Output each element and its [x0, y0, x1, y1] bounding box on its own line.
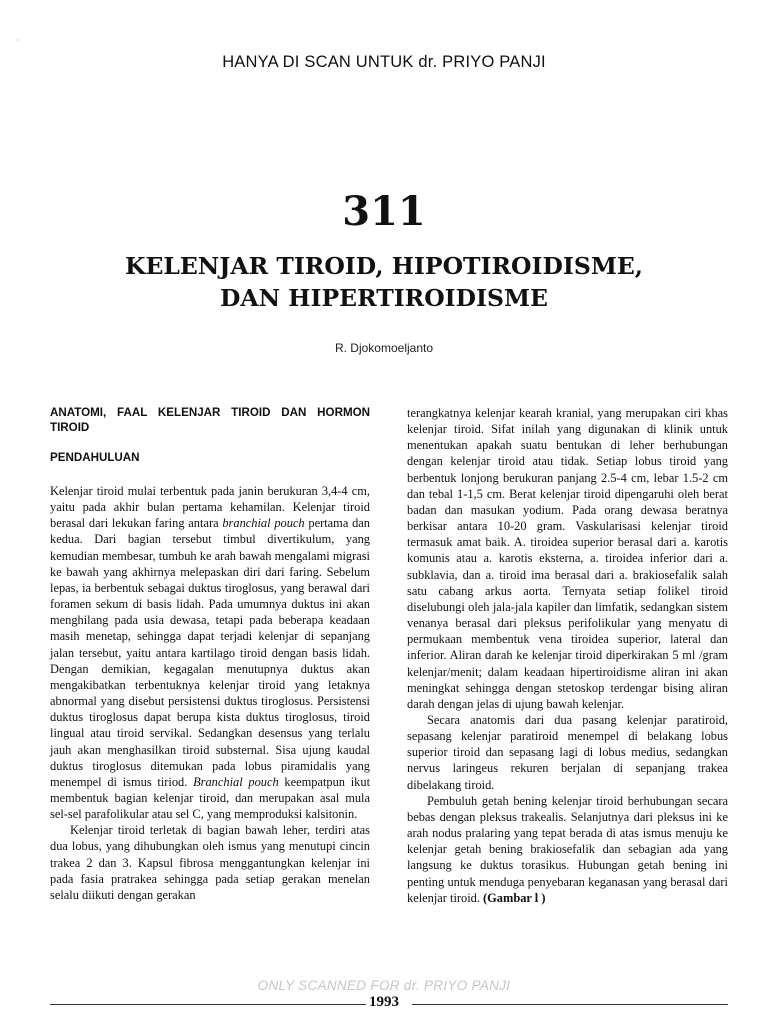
section-heading: ANATOMI, FAAL KELENJAR TIROID DAN HORMON TIROID	[50, 406, 370, 434]
left-column	[50, 405, 370, 903]
body-paragraph: Kelenjar tiroid terletak di bagian bawah leher, terdiri atas dua lobus, yang dihubungkan oleh ismus yang menutupi cincin trakea 2 dan 3. Kapsul fibrosa menggantungkan kelenjar ini pada fasia pratrakea sehingga pada setiap gerakan menelan selalu diikuti dengan gerakan	[50, 823, 370, 902]
body-paragraph: Pembuluh getah bening kelenjar tiroid berhubungan secara bebas dengan pleksus trakealis. Selanjutnya dari pleksus ini ke arah nodus pralaring yang tepat berada di atas ismus menuju ke kelenjar getah bening brakiosefalik dan sebagian ada yang langsung ke duktus torasikus. Hubungan getah bening ini penting untuk menduga penyebaran keganasan yang berasal dari kelenjar tiroid. (Gambar l )	[407, 793, 728, 905]
body-paragraph: Secara anatomis dari dua pasang kelenjar paratiroid, sepasang kelenjar paratiroid menempel di belakang lobus superior tiroid dan sepasang lagi di lobus medius, sedangkan nervus laringeus rekuren berjalan di sepanjang trakea dibelakang tiroid.	[407, 712, 728, 792]
chapter-title-line-2: DAN HIPERTIROIDISME	[220, 284, 548, 312]
page-number: 1993	[369, 994, 399, 1010]
chapter-title	[0, 250, 768, 314]
italic-term: branchial pouch	[222, 516, 305, 531]
body-paragraph: terangkatnya kelenjar kearah kranial, yang merupakan ciri khas kelenjar tiroid. Sifat inilah yang digunakan di klinik untuk menentukan apakah suatu bentukan di leher berhubungan dengan kelenjar tiroid atau tidak. Setiap lobus tiroid yang berbentuk lonjong berukuran panjang 2.5-4 cm, lebar 1.5-2 cm dan tebal 1-1,5 cm. Berat kelenjar tiroid dipengaruhi oleh berat badan dan masukan yodium. Pada orang dewasa beratnya berkisar antara 10-20 gram. Vaskularisasi kelenjar tiroid termasuk amat baik. A. tiroidea superior berasal dari a. karotis komunis atau a. karotis eksterna, a. tiroidea inferior dari a. subklavia, dan a. tiroid ima berasal dari a. brakiosefalik salah satu cabang arkus aorta. Ternyata setiap folikel tiroid diselubungi oleh jala-jala kapiler dan limfatik, sedangkan sistem venanya berasal dari pleksus perifolikular yang menyatu di permukaan membentuk vena tiroidea superior, lateral dan inferior. Aliran darah ke kelenjar tiroid diperkirakan 5 ml /gram kelenjar/menit; dalam keadaan hipertiroidisme aliran ini akan meningkat sehingga dengan stetoskop terdengar bising aliran darah dengan jelas di ujung bawah kelenjar.	[407, 406, 728, 711]
sub-heading-pendahuluan: PENDAHULUAN	[50, 451, 140, 464]
scan-notice-header: HANYA DI SCAN UNTUK dr. PRIYO PANJI	[222, 53, 546, 71]
author-name: R. Djokomoeljanto	[334, 341, 434, 355]
scan-speck: ·	[16, 36, 19, 45]
scan-watermark: ONLY SCANNED FOR dr. PRIYO PANJI	[257, 978, 511, 993]
chapter-title-line-1: KELENJAR TIROID, HIPOTIROIDISME,	[125, 252, 643, 280]
chapter-number: 311	[342, 188, 426, 235]
figure-reference: (Gambar l )	[483, 890, 546, 905]
right-column	[407, 405, 728, 906]
body-paragraph: Kelenjar tiroid mulai terbentuk pada janin berukuran 3,4-4 cm, yaitu pada akhir bulan pertama kehamilan. Kelenjar tiroid berasal dari lekukan faring antara branchial pouch pertama dan kedua. Dari bagian tersebut timbul divertikulum, yang kemudian membesar, tumbuh ke arah bawah mengalami migrasi ke bawah yang akhirnya melepaskan diri dari faring. Sebelum lepas, ia berbentuk sebagai duktus tiroglosus, yang berawal dari foramen sekum di basis lidah. Pada umumnya duktus ini akan menghilang pada usia dewasa, tetapi pada beberapa keadaan masih menetap, sehingga dapat terjadi kelenjar di sepanjang jalan tersebut, yaitu antara kartilago tiroid dengan basis lidah. Dengan demikian, kegagalan menutupnya duktus akan mengakibatkan terbentuknya kelenjar tiroid yang letaknya abnormal yang disebut persistensi duktus tiroglosus. Persistensi duktus tiroglosus dapat berupa kista duktus tiroglosus, tiroid lingual atau tiroid servikal. Sedangkan desensus yang terlalu jauh akan menghasilkan tiroid substernal. Sisa ujung kaudal duktus tiroglosus ditemukan pada lobus piramidalis yang menempel di ismus tiriod. Branchial pouch keempatpun ikut membentuk bagian kelenjar tiroid, dan merupakan asal mula sel-sel parafolikular atau sel C, yang memproduksi kalsitonin.	[50, 484, 371, 822]
italic-term: Branchial pouch	[193, 774, 279, 789]
